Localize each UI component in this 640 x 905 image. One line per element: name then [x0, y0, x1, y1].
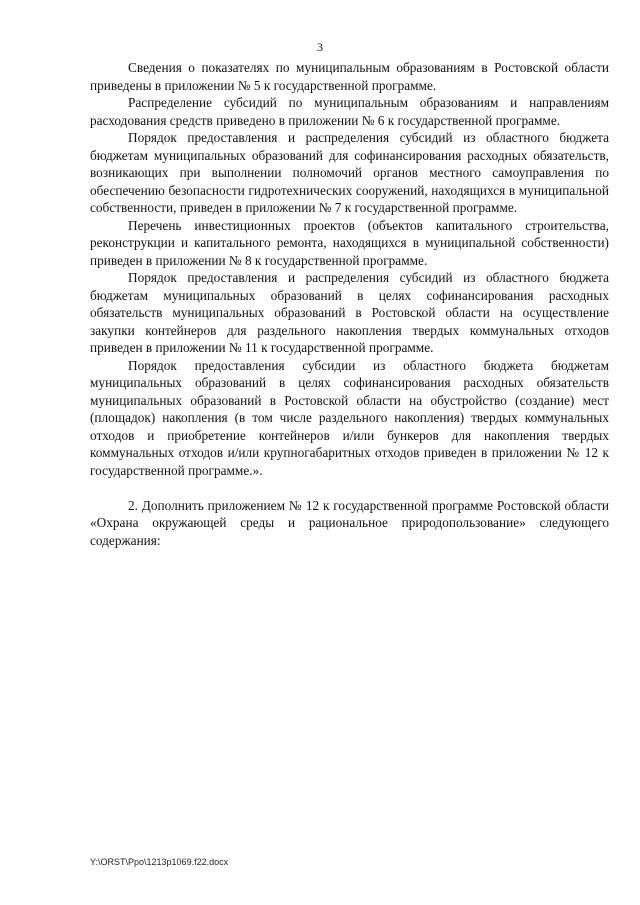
- paragraph-investment-projects: Перечень инвестиционных проектов (объектов капитального строительства, реконструкции и капитального ремонта, находящихся в муниципальной собственности) приведен в приложении № 8 к государственной программе.: [90, 217, 609, 268]
- document-body: [90, 59, 609, 549]
- page-number: 3: [317, 40, 323, 54]
- footer-file-path: Y:\ORST\Ppo\1213p1069.f22.docx: [90, 857, 229, 867]
- paragraph-hydrotechnical-subsidies: Порядок предоставления и распределения субсидий из областного бюджета бюджетам муниципальных образований для софинансирования расходных обязательств, возникающих при выполнении полномочий органов местного самоуправления по обеспечению безопасности гидротехнических сооружений, находящихся в муниципальной собственности, приведен в приложении № 7 к государственной программе.: [90, 130, 609, 215]
- paragraph-subsidy-distribution: Распределение субсидий по муниципальным образованиям и направлениям расходования средств приведено в приложении № 6 к государственной программе.: [90, 95, 609, 128]
- paragraph-appendix-addition: 2. Дополнить приложением № 12 к государственной программе Ростовской области «Охрана окружающей среды и рациональное природопользование» следующего содержания:: [90, 497, 609, 548]
- paragraph-indicators-info: Сведения о показателях по муниципальным образованиям в Ростовской области приведены в приложении № 5 к государственной программе.: [90, 60, 609, 93]
- paragraph-waste-sites-subsidy: Порядок предоставления субсидии из областного бюджета бюджетам муниципальных образований в целях софинансирования расходных обязательств муниципальных образований в Ростовской области на обустройство (создание) мест (площадок) накопления (в том числе раздельного накопления) твердых коммунальных отходов и приобретение контейнеров и/или бункеров для накопления твердых коммунальных отходов и/или крупногабаритных отходов приведен в приложении № 12 к государственной программе.».: [90, 357, 609, 478]
- paragraph-container-procurement: Порядок предоставления и распределения субсидий из областного бюджета бюджетам муниципальных образований в целях софинансирования расходных обязательств муниципальных образований в Ростовской области на осуществление закупки контейнеров для раздельного накопления твердых коммунальных отходов приведен в приложении № 11 к государственной программе.: [90, 270, 609, 355]
